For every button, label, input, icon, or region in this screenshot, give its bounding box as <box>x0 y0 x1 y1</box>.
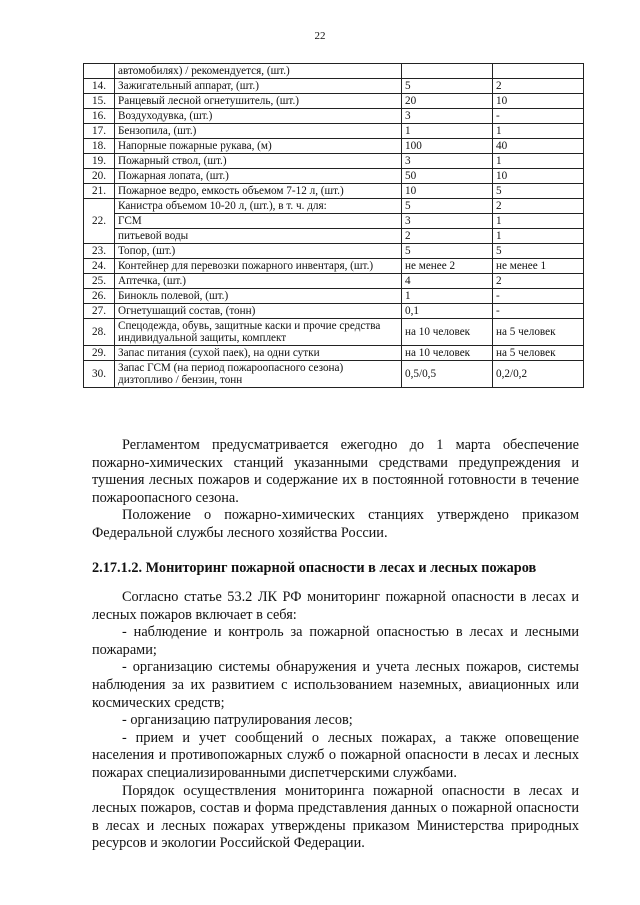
row-value-2: 2 <box>493 79 584 94</box>
row-value-1: 20 <box>402 94 493 109</box>
row-value-2: 5 <box>493 184 584 199</box>
row-value-1: 5 <box>402 244 493 259</box>
row-value-1: 1 <box>402 124 493 139</box>
row-number: 22. <box>84 199 115 244</box>
table-row <box>84 346 584 361</box>
table-row <box>84 79 584 94</box>
row-value-1: 10 <box>402 184 493 199</box>
row-name: Пожарное ведро, емкость объемом 7-12 л, (шт.) <box>115 184 402 199</box>
row-number: 24. <box>84 259 115 274</box>
row-name: Аптечка, (шт.) <box>115 274 402 289</box>
table-row <box>84 244 584 259</box>
list-item: - организацию патрулирования лесов; <box>122 712 353 729</box>
list-item: - организацию системы обнаружения и учета лесных пожаров, системы наблюдения за их развитием с использованием наземных, авиационных или космических средств; <box>92 659 579 711</box>
table-row <box>84 94 584 109</box>
row-value-1: 5 <box>402 199 493 214</box>
row-value-1 <box>402 64 493 79</box>
table-row <box>84 259 584 274</box>
list-item: - наблюдение и контроль за пожарной опасностью в лесах и лесными пожарами; <box>92 624 579 658</box>
row-value-2: 1 <box>493 124 584 139</box>
equipment-table <box>83 63 584 388</box>
row-name: Огнетушащий состав, (тонн) <box>115 304 402 319</box>
row-value-2: на 5 человек <box>493 319 584 346</box>
row-value-2: 10 <box>493 169 584 184</box>
row-value-1: 3 <box>402 109 493 124</box>
table-row <box>84 154 584 169</box>
row-value-2: 2 <box>493 199 584 214</box>
row-name: ГСМ <box>115 214 402 229</box>
row-value-2: 1 <box>493 214 584 229</box>
row-value-2: - <box>493 109 584 124</box>
row-value-1: на 10 человек <box>402 346 493 361</box>
row-number: 20. <box>84 169 115 184</box>
row-name: Зажигательный аппарат, (шт.) <box>115 79 402 94</box>
row-value-1: на 10 человек <box>402 319 493 346</box>
row-number: 21. <box>84 184 115 199</box>
row-number: 16. <box>84 109 115 124</box>
row-value-1: 1 <box>402 289 493 304</box>
row-name: Пожарный ствол, (шт.) <box>115 154 402 169</box>
row-name: Ранцевый лесной огнетушитель, (шт.) <box>115 94 402 109</box>
table-row <box>84 169 584 184</box>
table-row <box>84 289 584 304</box>
row-value-2: - <box>493 304 584 319</box>
row-name: Напорные пожарные рукава, (м) <box>115 139 402 154</box>
row-number: 23. <box>84 244 115 259</box>
text-block-2 <box>92 589 579 853</box>
row-value-2: на 5 человек <box>493 346 584 361</box>
row-value-2: 40 <box>493 139 584 154</box>
row-value-2: 5 <box>493 244 584 259</box>
table-row <box>84 139 584 154</box>
table-row <box>84 214 584 229</box>
row-value-1: 100 <box>402 139 493 154</box>
table-row <box>84 229 584 244</box>
paragraph: Порядок осуществления мониторинга пожарной опасности в лесах и лесных пожаров, состав и форма представления данных о пожарной опасности в лесах и лесных пожарах утверждены приказом Министерства природных ресурсов и экологии Российской Федерации. <box>92 782 579 852</box>
row-number: 29. <box>84 346 115 361</box>
table-row <box>84 184 584 199</box>
row-number: 27. <box>84 304 115 319</box>
row-value-2: - <box>493 289 584 304</box>
row-value-1: 4 <box>402 274 493 289</box>
row-number: 19. <box>84 154 115 169</box>
row-value-1: 0,5/0,5 <box>402 361 493 388</box>
section-heading: 2.17.1.2. Мониторинг пожарной опасности в лесах и лесных пожаров <box>92 560 537 576</box>
paragraph: Регламентом предусматривается ежегодно до 1 марта обеспечение пожарно-химических станций указанными средствами предупреждения и тушения лесных пожаров и содержание их в постоянной готовности в течение пожароопасного сезона. <box>92 437 579 506</box>
row-name: Топор, (шт.) <box>115 244 402 259</box>
row-value-1: 0,1 <box>402 304 493 319</box>
table-row <box>84 199 584 214</box>
row-name: Бинокль полевой, (шт.) <box>115 289 402 304</box>
row-name: автомобилях) / рекомендуется, (шт.) <box>115 64 402 79</box>
table-row <box>84 274 584 289</box>
row-name: Воздуходувка, (шт.) <box>115 109 402 124</box>
row-name: Пожарная лопата, (шт.) <box>115 169 402 184</box>
paragraph: Согласно статье 53.2 ЛК РФ мониторинг пожарной опасности в лесах и лесных пожаров включает в себя: <box>92 589 579 623</box>
row-value-2 <box>493 64 584 79</box>
row-value-2: не менее 1 <box>493 259 584 274</box>
row-number: 17. <box>84 124 115 139</box>
row-number: 30. <box>84 361 115 388</box>
row-name: Бензопила, (шт.) <box>115 124 402 139</box>
table-row <box>84 124 584 139</box>
paragraph: Положение о пожарно-химических станциях утверждено приказом Федеральной службы лесного хозяйства России. <box>92 507 579 541</box>
row-name: питьевой воды <box>115 229 402 244</box>
row-number: 14. <box>84 79 115 94</box>
row-number: 26. <box>84 289 115 304</box>
row-value-1: 5 <box>402 79 493 94</box>
row-value-1: не менее 2 <box>402 259 493 274</box>
table-row <box>84 319 584 346</box>
row-value-2: 10 <box>493 94 584 109</box>
row-value-1: 50 <box>402 169 493 184</box>
row-value-2: 1 <box>493 154 584 169</box>
text-block-1 <box>92 437 579 543</box>
row-name: Запас ГСМ (на период пожароопасного сезона) дизтопливо / бензин, тонн <box>115 361 402 388</box>
row-name: Спецодежда, обувь, защитные каски и прочие средства индивидуальной защиты, комплект <box>115 319 402 346</box>
row-number: 18. <box>84 139 115 154</box>
table-row-22-group <box>84 199 584 244</box>
list-item: - прием и учет сообщений о лесных пожарах, а также оповещение населения и противопожарных служб о пожарной опасности в лесах и лесных пожарах специализированными диспетчерскими службами. <box>92 729 579 781</box>
table-row <box>84 109 584 124</box>
row-value-1: 2 <box>402 229 493 244</box>
row-value-2: 0,2/0,2 <box>493 361 584 388</box>
row-number: 28. <box>84 319 115 346</box>
row-name: Контейнер для перевозки пожарного инвентаря, (шт.) <box>115 259 402 274</box>
row-number: 25. <box>84 274 115 289</box>
table-row <box>84 361 584 388</box>
row-value-1: 3 <box>402 154 493 169</box>
row-name: Запас питания (сухой паек), на одни сутки <box>115 346 402 361</box>
table-row <box>84 64 584 79</box>
table-body-top <box>84 64 584 199</box>
row-number <box>84 64 115 79</box>
row-value-1: 3 <box>402 214 493 229</box>
row-number: 15. <box>84 94 115 109</box>
row-name: Канистра объемом 10-20 л, (шт.), в т. ч. для: <box>115 199 402 214</box>
row-value-2: 1 <box>493 229 584 244</box>
table-body-bottom <box>84 244 584 388</box>
table-row <box>84 304 584 319</box>
page-number: 22 <box>314 30 326 42</box>
row-value-2: 2 <box>493 274 584 289</box>
